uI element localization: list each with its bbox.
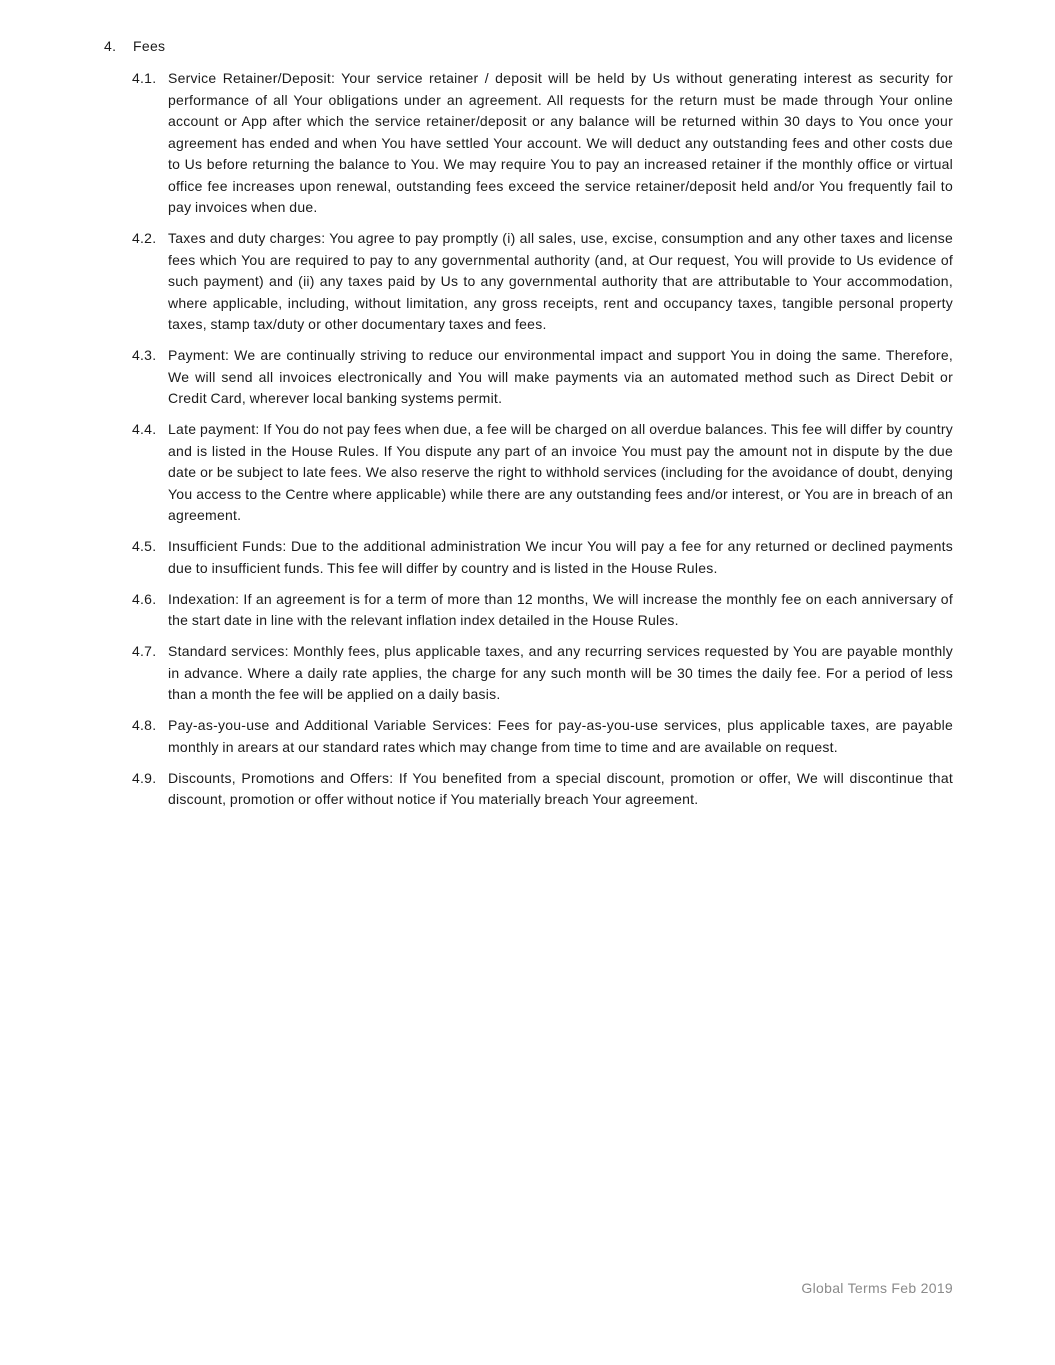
clause-text: Late payment: If You do not pay fees when due, a fee will be charged on all overdue balances. This fee will differ by country and is listed in the House Rules. If You dispute any part of an invoice You must pay the amount not in dispute by the due date or be subject to late fees. We also reserve the right to withhold services (including for the avoidance of doubt, denying You access to the Centre where applicable) while there are any outstanding fees and/or interest, or You are in breach of an agreement. — [168, 421, 953, 523]
clause-4-8 — [132, 715, 953, 758]
clause-number: 4.4. — [132, 421, 157, 437]
clause-4-3 — [132, 345, 953, 410]
clause-number: 4.9. — [132, 769, 157, 786]
section-number: 4. — [104, 38, 117, 54]
clause-number: 4.7. — [132, 643, 157, 659]
clause-4-7 — [132, 641, 953, 706]
clause-text: Pay-as-you-use and Additional Variable Services: Fees for pay-as-you-use services, plus applicable taxes, are payable monthly in arears at our standard rates which may change from time to time and are available on request. — [168, 717, 953, 755]
clause-list — [132, 68, 953, 820]
clause-number: 4.1. — [132, 70, 157, 86]
clause-4-4 — [132, 419, 953, 527]
clause-4-5 — [132, 536, 953, 579]
clause-number: 4.3. — [132, 347, 157, 363]
page-footer: Global Terms Feb 2019 — [801, 1280, 953, 1296]
clause-4-6 — [132, 589, 953, 632]
clause-number: 4.2. — [132, 230, 157, 246]
clause-number: 4.6. — [132, 590, 157, 607]
clause-text: Taxes and duty charges: You agree to pay promptly (i) all sales, use, excise, consumption and any other taxes and license fees which You are required to pay to any governmental authority (and, at Our request, You will provide to Us evidence of such payment) and (ii) any taxes paid by Us to any governmental authority that are attributable to Your accommodation, where applicable, including, without limitation, any gross receipts, rent and occupancy taxes, tangible personal property taxes, stamp tax/duty or other documentary taxes and fees. — [168, 230, 953, 332]
clause-text: Discounts, Promotions and Offers: If You benefited from a special discount, promotion or offer, We will discontinue that discount, promotion or offer without notice if You materially breach Your agreement. — [168, 769, 953, 807]
clause-text: Service Retainer/Deposit: Your service retainer / deposit will be held by Us without generating interest as security for performance of all Your obligations under an agreement. All requests for the return must be made through Your online account or App after which the service retainer/deposit or any balance will be returned within 30 days to You once your agreement has ended and when You have settled Your account. We will deduct any outstanding fees and other costs due to Us before returning the balance to You. We may require You to pay an increased retainer if the monthly office or virtual office fee increases upon renewal, outstanding fees exceed the service retainer/deposit held and/or You frequently fail to pay invoices when due. — [168, 70, 953, 215]
section-heading — [104, 37, 165, 55]
section-title: Fees — [133, 38, 166, 54]
clause-4-9 — [132, 768, 953, 811]
clause-text: Insufficient Funds: Due to the additional administration We incur You will pay a fee for any returned or declined payments due to insufficient funds. This fee will differ by country and is listed in the House Rules. — [168, 538, 953, 576]
clause-text: Payment: We are continually striving to reduce our environmental impact and support You in doing the same. Therefore, We will send all invoices electronically and You will make payments via an automated method such as Direct Debit or Credit Card, wherever local banking systems permit. — [168, 347, 953, 406]
clause-number: 4.8. — [132, 717, 157, 733]
clause-4-2 — [132, 228, 953, 336]
clause-number: 4.5. — [132, 538, 157, 554]
clause-text: Standard services: Monthly fees, plus applicable taxes, and any recurring services requested by You are payable monthly in advance. Where a daily rate applies, the charge for any such month will be 30 times the daily fee. For a period of less than a month the fee will be applied on a daily basis. — [168, 643, 953, 702]
clause-text: Indexation: If an agreement is for a term of more than 12 months, We will increase the monthly fee on each anniversary of the start date in line with the relevant inflation index detailed in the House Rules. — [168, 590, 953, 628]
clause-4-1 — [132, 68, 953, 219]
